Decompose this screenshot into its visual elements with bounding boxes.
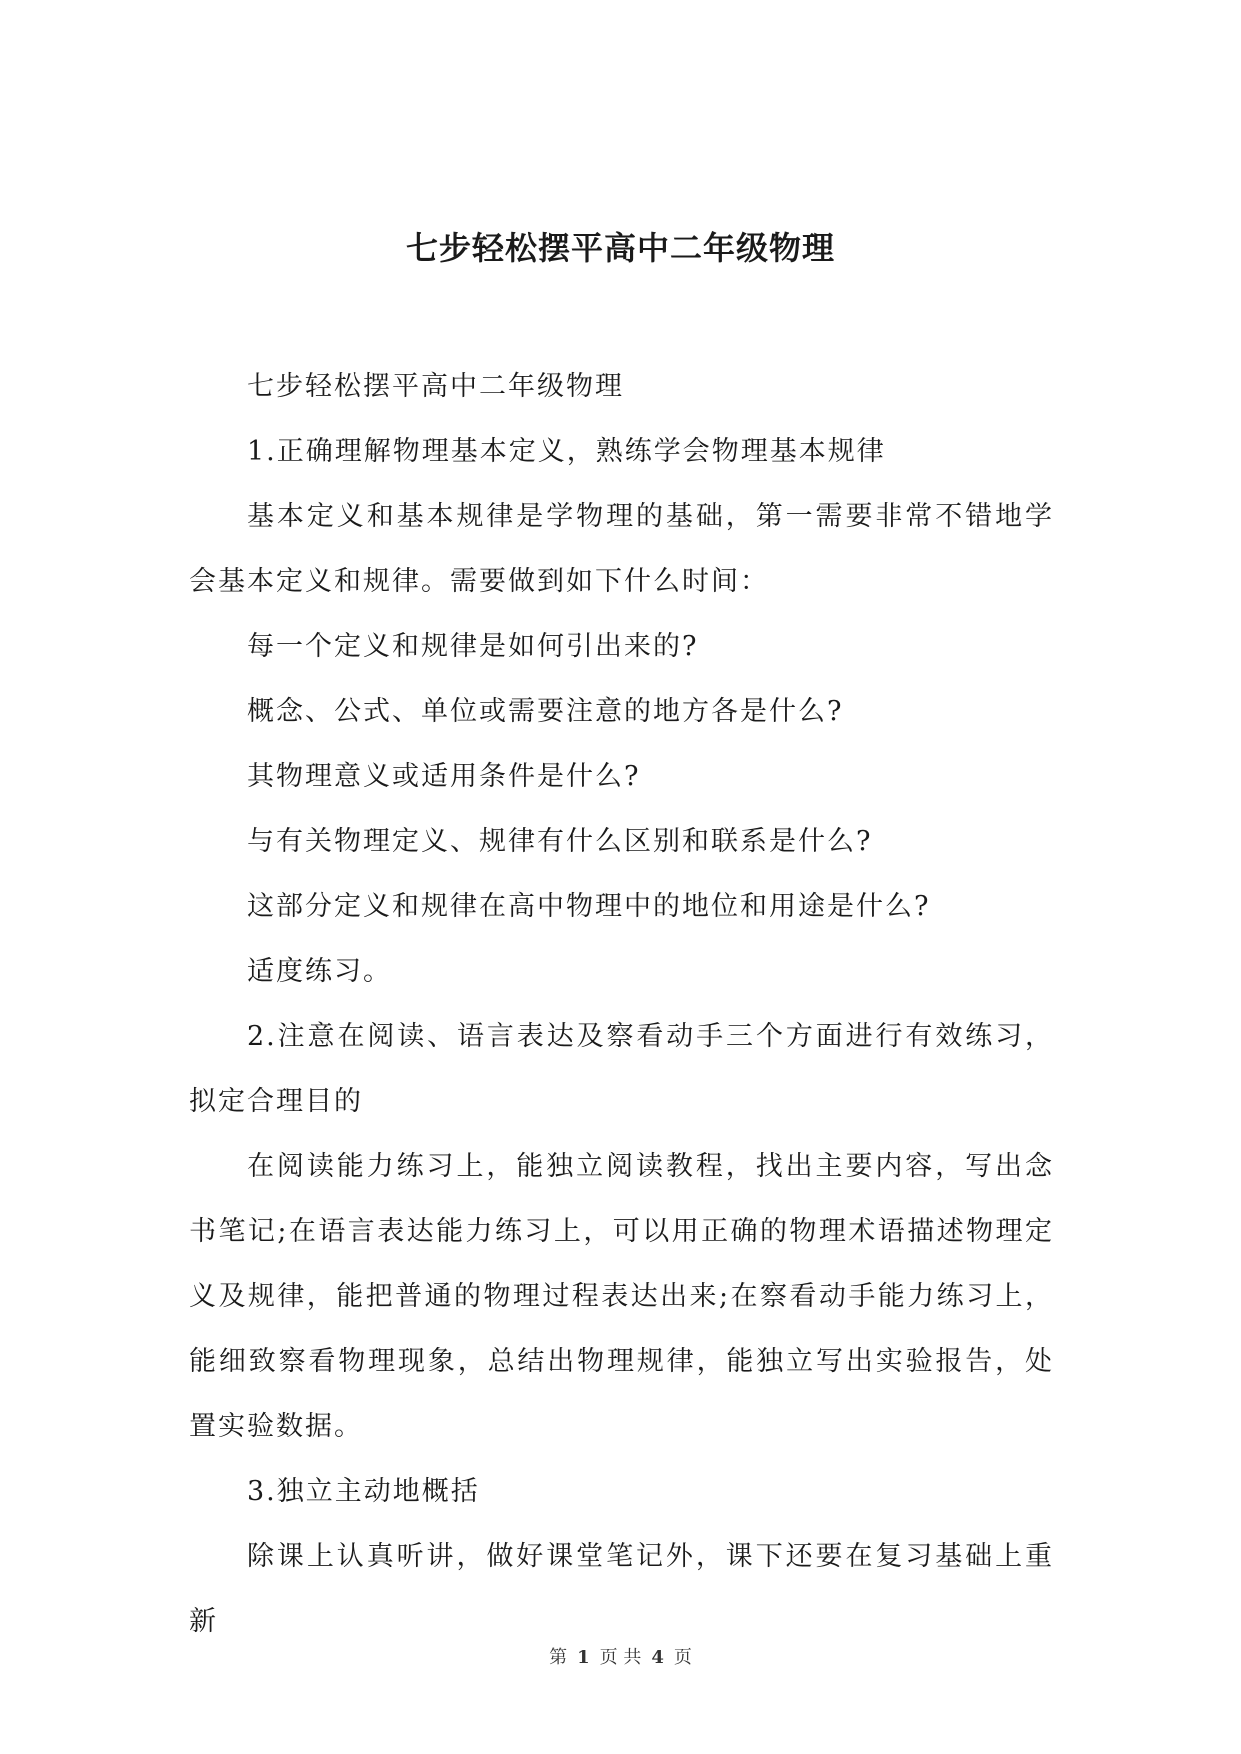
paragraph: 其物理意义或适用条件是什么? [247,761,641,792]
paragraph: 1.正确理解物理基本定义，熟练学会物理基本规律 [247,436,886,467]
paragraph: 概念、公式、单位或需要注意的地方各是什么? [247,696,844,727]
document-title: 七步轻松摆平高中二年级物理 [405,229,835,267]
paragraph: 在阅读能力练习上，能独立阅读教程，找出主要内容，写出念书笔记;在语言表达能力练习上，可以用正确的物理术语描述物理定义及规律，能把普通的物理过程表达出来;在察看动手能力练习上，能细致察看物理现象，总结出物理规律，能独立写出实验报告，处置实验数据。 [189,1151,1054,1442]
paragraph: 除课上认真听讲，做好课堂笔记外，课下还要在复习基础上重新 [189,1541,1054,1637]
footer-suffix: 页 [673,1647,692,1668]
paragraph: 基本定义和基本规律是学物理的基础，第一需要非常不错地学会基本定义和规律。需要做到如下什么时间： [189,501,1054,597]
paragraph: 每一个定义和规律是如何引出来的? [247,631,699,662]
footer-total-pages: 4 [651,1647,664,1668]
document-body [189,354,1054,1654]
paragraph: 这部分定义和规律在高中物理中的地位和用途是什么? [247,891,931,922]
footer-page-number: 1 [577,1647,590,1668]
paragraph: 七步轻松摆平高中二年级物理 [247,371,624,402]
footer-prefix: 第 [549,1647,568,1668]
page-footer [0,1646,1241,1670]
paragraph: 3.独立主动地概括 [247,1476,480,1507]
paragraph: 2.注意在阅读、语言表达及察看动手三个方面进行有效练习，拟定合理目的 [189,1021,1054,1117]
footer-middle: 页 共 [599,1647,642,1668]
paragraph: 与有关物理定义、规律有什么区别和联系是什么? [247,826,873,857]
paragraph: 适度练习。 [247,956,392,987]
